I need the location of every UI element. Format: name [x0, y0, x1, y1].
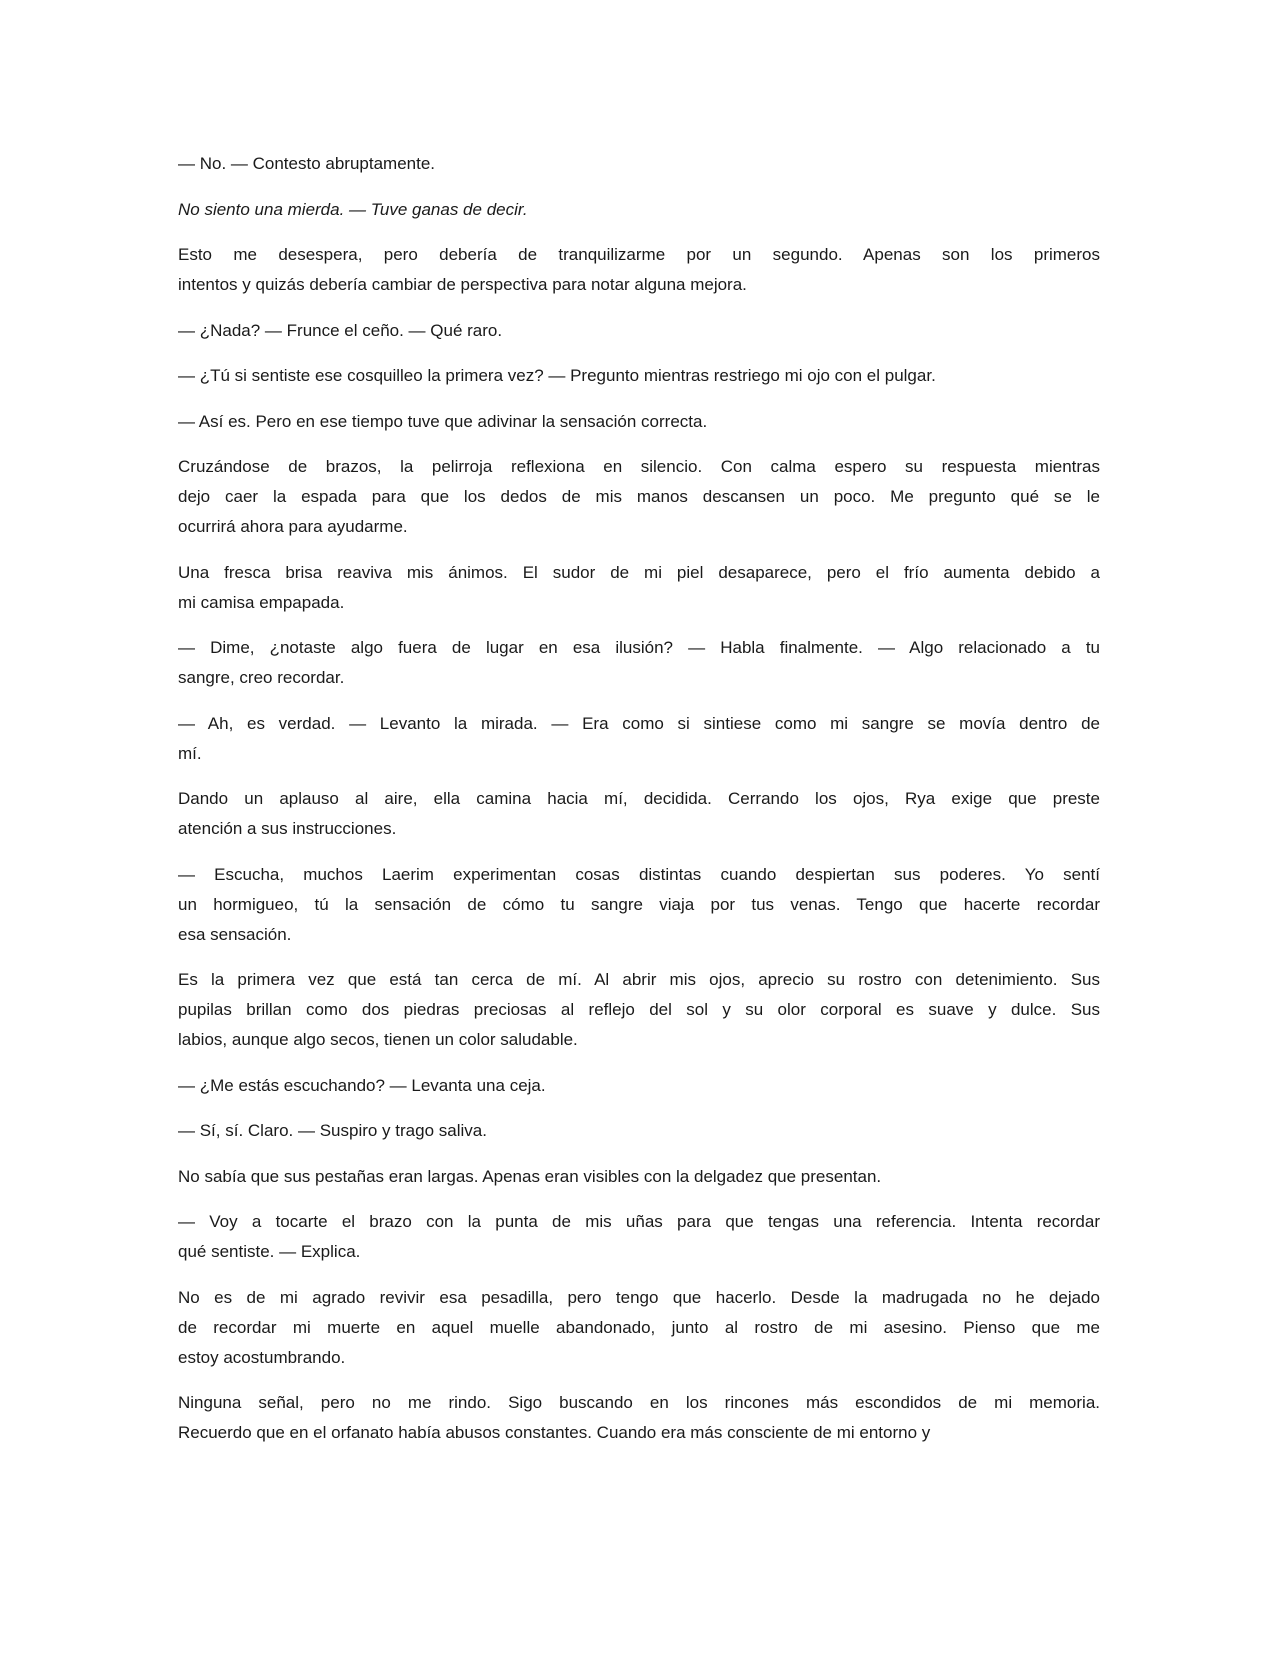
paragraph — [178, 316, 1100, 346]
text-line: mi camisa empapada. — [178, 592, 345, 612]
text-line: sangre, creo recordar. — [178, 668, 345, 687]
paragraph — [178, 407, 1100, 437]
paragraph — [178, 1207, 1100, 1267]
text-line: un hormigueo, tú la sensación de cómo tu sangre viaja por tus venas. Tengo que hacerte recordar — [178, 894, 1100, 914]
paragraph — [178, 860, 1100, 950]
text-line: — Escucha, muchos Laerim experimentan cosas distintas cuando despiertan sus poderes. Yo sentí — [178, 864, 1100, 884]
text-line: — Sí, sí. Claro. — Suspiro y trago saliva. — [178, 1121, 487, 1140]
paragraph — [178, 709, 1100, 769]
text-line: No es de mi agrado revivir esa pesadilla, pero tengo que hacerlo. Desde la madrugada no he dejado — [178, 1287, 1100, 1307]
text-line: — No. — Contesto abruptamente. — [178, 154, 436, 173]
text-line: estoy acostumbrando. — [178, 1347, 346, 1367]
text-line: Cruzándose de brazos, la pelirroja reflexiona en silencio. Con calma espero su respuesta mientras — [178, 457, 1100, 476]
paragraph — [178, 361, 1100, 391]
paragraph — [178, 1283, 1100, 1373]
text-line: — ¿Tú si sentiste ese cosquilleo la primera vez? — Pregunto mientras restriego mi ojo con el pulgar. — [178, 366, 936, 385]
paragraph — [178, 784, 1100, 844]
text-line: esa sensación. — [178, 924, 292, 944]
text-line: ocurrirá ahora para ayudarme. — [178, 517, 408, 536]
text-line: labios, aunque algo secos, tienen un color saludable. — [178, 1030, 578, 1049]
paragraph — [178, 1116, 1100, 1146]
text-line: mí. — [178, 743, 202, 763]
text-line: pupilas brillan como dos piedras preciosas al reflejo del sol y su olor corporal es suave y dulce. Sus — [178, 1000, 1100, 1019]
paragraph — [178, 1162, 1100, 1192]
text-line: — ¿Nada? — Frunce el ceño. — Qué raro. — [178, 320, 503, 340]
text-line: No sabía que sus pestañas eran largas. Apenas eran visibles con la delgadez que presentan. — [178, 1166, 882, 1186]
text-line: Esto me desespera, pero debería de tranquilizarme por un segundo. Apenas son los primeros — [178, 245, 1100, 264]
text-line: — Dime, ¿notaste algo fuera de lugar en esa ilusión? — Habla finalmente. — Algo relacionado a tu — [178, 638, 1100, 657]
text-line: Dando un aplauso al aire, ella camina hacia mí, decidida. Cerrando los ojos, Rya exige que preste — [178, 789, 1100, 808]
paragraph — [178, 1388, 1100, 1448]
paragraph — [178, 1071, 1100, 1101]
text-line: dejo caer la espada para que los dedos de mis manos descansen un poco. Me pregunto qué se le — [178, 487, 1100, 506]
paragraph — [178, 452, 1100, 542]
text-line: atención a sus instrucciones. — [178, 819, 397, 838]
paragraph — [178, 965, 1100, 1055]
paragraph — [178, 149, 1100, 179]
paragraph — [178, 558, 1100, 618]
paragraph — [178, 633, 1100, 693]
document-page — [178, 149, 1100, 1464]
text-line: Ninguna señal, pero no me rindo. Sigo buscando en los rincones más escondidos de mi memoria. — [178, 1393, 1100, 1412]
text-line: Una fresca brisa reaviva mis ánimos. El sudor de mi piel desaparece, pero el frío aumenta debido a — [178, 562, 1100, 582]
text-line: — Voy a tocarte el brazo con la punta de mis uñas para que tengas una referencia. Intenta recordar — [178, 1212, 1100, 1231]
text-line: — Así es. Pero en ese tiempo tuve que adivinar la sensación correcta. — [178, 411, 708, 431]
italic-paragraph — [178, 195, 1100, 225]
text-line: de recordar mi muerte en aquel muelle abandonado, junto al rostro de mi asesino. Pienso que me — [178, 1317, 1100, 1337]
text-line: — Ah, es verdad. — Levanto la mirada. — Era como si sintiese como mi sangre se movía dentro de — [178, 713, 1100, 733]
paragraph — [178, 240, 1100, 300]
text-line: Es la primera vez que está tan cerca de mí. Al abrir mis ojos, aprecio su rostro con detenimiento. Sus — [178, 970, 1100, 989]
text-line: qué sentiste. — Explica. — [178, 1242, 361, 1261]
text-line: intentos y quizás debería cambiar de perspectiva para notar alguna mejora. — [178, 275, 747, 294]
text-line: — ¿Me estás escuchando? — Levanta una ceja. — [178, 1075, 546, 1095]
text-line: No siento una mierda. — Tuve ganas de decir. — [178, 199, 528, 219]
text-line: Recuerdo que en el orfanato había abusos constantes. Cuando era más consciente de mi entorno y — [178, 1423, 931, 1442]
